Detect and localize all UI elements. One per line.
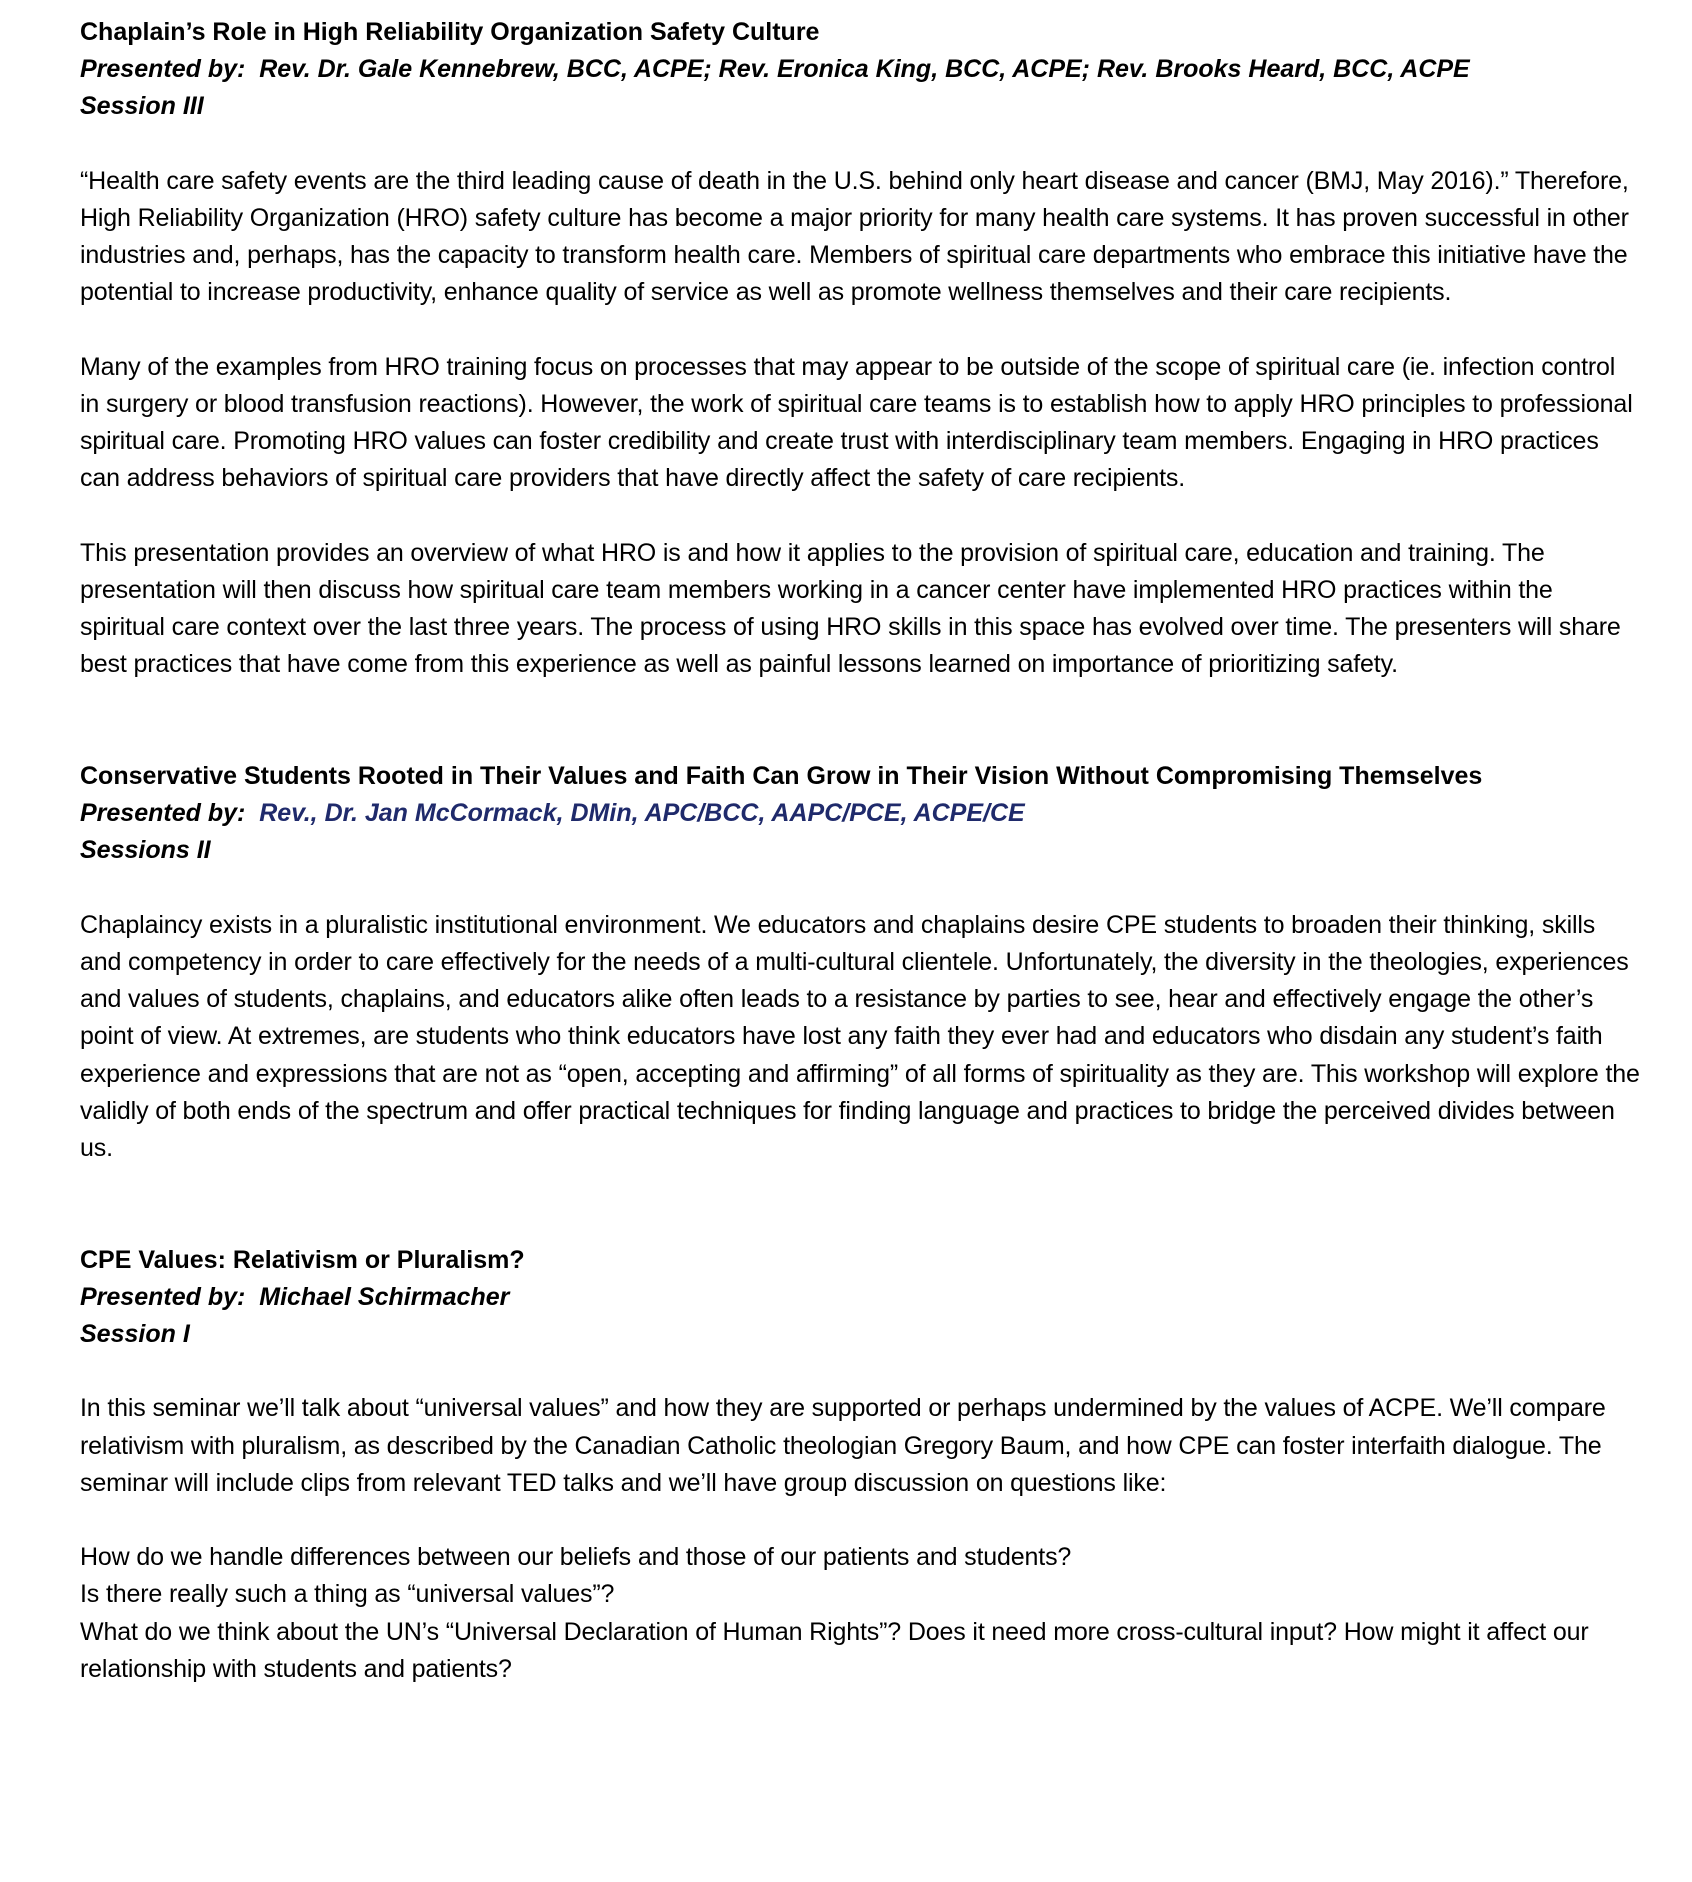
abstract-paragraph: Many of the examples from HRO training focus on processes that may appear to be outside of the scope of spiritual care (ie. infection control in surgery or blood transfusion reactions). However, the work of spiritual care teams is to establish how to apply HRO principles to professional spiritual care. Promoting HRO values can foster credibility and create trust with interdisciplinary team members. Engaging in HRO practices can address behaviors of spiritual care providers that have directly affect the safety of care recipients. [80, 352, 1633, 493]
session-description [80, 758, 1640, 1167]
presenter-names: Rev., Dr. Jan McCormack, DMin, APC/BCC, AAPC/PCE, ACPE/CE [259, 799, 1025, 828]
presenter-names: Rev. Dr. Gale Kennebrew, BCC, ACPE; Rev. Eronica King, BCC, ACPE; Rev. Brooks Heard, BCC, ACPE [259, 55, 1470, 84]
abstract-paragraph: “Health care safety events are the third leading cause of death in the U.S. behind only heart disease and cancer (BMJ, May 2016).” Therefore, High Reliability Organization (HRO) safety culture has become a major priority for many health care systems. It has proven successful in other industries and, perhaps, has the capacity to transform health care. Members of spiritual care departments who embrace this initiative have the potential to increase productivity, enhance quality of service as well as promote wellness themselves and their care recipients. [80, 166, 1629, 307]
presented-by-label: Presented by: [80, 1282, 246, 1311]
presenter-line [80, 1279, 1640, 1316]
presented-by-label: Presented by: [80, 799, 246, 828]
session-number: Sessions II [80, 836, 211, 865]
presenter-line [80, 51, 1640, 88]
presenter-names: Michael Schirmacher [259, 1282, 510, 1311]
session-title: Conservative Students Rooted in Their Values and Faith Can Grow in Their Vision Without Compromising Themselves [80, 762, 1483, 790]
document-page [80, 14, 1640, 1688]
presented-by-label: Presented by: [80, 55, 246, 84]
presenter-line [80, 795, 1640, 832]
session-description [80, 1242, 1640, 1688]
session-number: Session III [80, 92, 204, 121]
session-title: CPE Values: Relativism or Pluralism? [80, 1245, 525, 1274]
discussion-question: Is there really such a thing as “universal values”? [80, 1580, 615, 1609]
abstract-paragraph: Chaplaincy exists in a pluralistic institutional environment. We educators and chaplains desire CPE students to broaden their thinking, skills and competency in order to care effectively for the needs of a multi-cultural clientele. Unfortunately, the diversity in the theologies, experiences and values of students, chaplains, and educators alike often leads to a resistance by parties to see, hear and effectively engage the other’s point of view. At extremes, are students who think educators have lost any faith they ever had and educators who disdain any student’s faith experience and expressions that are not as “open, accepting and affirming” of all forms of spirituality as they are. This workshop will explore the validly of both ends of the spectrum and offer practical techniques for finding language and practices to bridge the perceived divides between us. [80, 910, 1640, 1163]
discussion-question: What do we think about the UN’s “Universal Declaration of Human Rights”? Does it need more cross-cultural input? How might it affect our relationship with students and patients? [80, 1617, 1589, 1683]
session-title: Chaplain’s Role in High Reliability Organization Safety Culture [80, 18, 820, 46]
session-description [80, 14, 1640, 684]
discussion-question: How do we handle differences between our beliefs and those of our patients and students? [80, 1543, 1072, 1572]
abstract-paragraph: This presentation provides an overview of what HRO is and how it applies to the provision of spiritual care, education and training. The presentation will then discuss how spiritual care team members working in a cancer center have implemented HRO practices within the spiritual care context over the last three years. The process of using HRO skills in this space has evolved over time. The presenters will share best practices that have come from this experience as well as painful lessons learned on importance of prioritizing safety. [80, 538, 1621, 679]
session-number: Session I [80, 1320, 190, 1349]
abstract-paragraph: In this seminar we’ll talk about “universal values” and how they are supported or perhaps undermined by the values of ACPE. We’ll compare relativism with pluralism, as described by the Canadian Catholic theologian Gregory Baum, and how CPE can foster interfaith dialogue. The seminar will include clips from relevant TED talks and we’ll have group discussion on questions like: [80, 1394, 1606, 1497]
